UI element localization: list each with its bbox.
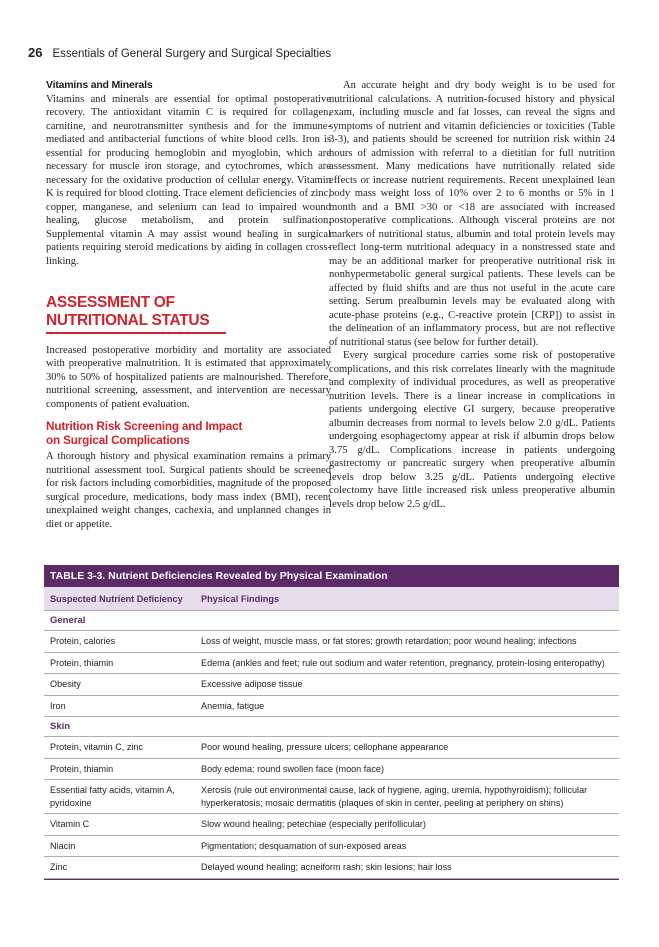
nutrient-cell: Protein, thiamin	[50, 763, 114, 774]
finding-cell: Body edema; round swollen face (moon face)	[201, 763, 384, 774]
nutrient-table	[44, 565, 619, 881]
section-title-line2: NUTRITIONAL STATUS	[46, 312, 210, 329]
subsection-title-line1: Nutrition Risk Screening and Impact	[46, 419, 243, 433]
table-row	[44, 737, 619, 759]
nutrient-cell: Vitamin C	[50, 819, 90, 829]
finding-cell: Excessive adipose tissue	[201, 679, 303, 689]
left-column	[46, 79, 331, 531]
right-column	[329, 79, 615, 511]
table-row	[44, 653, 619, 675]
table-row	[44, 674, 619, 696]
nutrient-cell: Zinc	[50, 862, 68, 872]
table-bottom-rule	[44, 879, 619, 881]
running-title: Essentials of General Surgery and Surgical Specialties	[52, 48, 332, 60]
vitamins-heading: Vitamins and Minerals	[46, 79, 153, 91]
assessment-paragraph: Increased postoperative morbidity and mortality are associated with preoperative malnutrition. It is estimated that approximately 30% to 50% of hospitalized patients are malnourished. Therefore, nutritional screening, assessment, and intervention are necessary components of patient evaluation.	[46, 344, 331, 410]
finding-cell: Loss of weight, muscle mass, or fat stores; growth retardation; poor wound healing; infections	[201, 636, 577, 646]
right-paragraph-2: Every surgical procedure carries some risk of postoperative complications, and this risk correlates linearly with the magnitude and complexity of individual procedures, as well as preoperative nutrition levels. There is a linear increase in complications in patients undergoing elective GI surgery, because preoperative albumin decreases from normal to levels below 2.0 g/dL. Patients undergoing esophagectomy appear at risk if albumin drops below 3.75 g/dL. Complications increase in patients undergoing gastrectomy or pancreatic surgery when preoperative albumin levels drop below 3.25 g/dL. Patients undergoing elective colectomy have little increased risk unless preoperative albumin levels drop below 2.5 g/dL.	[329, 350, 615, 510]
subsection-title-line2: on Surgical Complications	[46, 433, 190, 447]
table-row	[44, 696, 619, 718]
table-row	[44, 857, 619, 879]
table-title: TABLE 3-3. Nutrient Deficiencies Revealed by Physical Examination	[44, 565, 619, 587]
group-header-skin: Skin	[44, 717, 619, 737]
table-row	[44, 780, 619, 814]
finding-cell: Edema (ankles and feet; rule out sodium and water retention, pregnancy, protein-losing enteropathy)	[201, 657, 605, 668]
nutrient-cell: Protein, vitamin C, zinc	[50, 742, 143, 752]
nutrient-cell: Protein, calories	[50, 636, 116, 646]
vitamins-paragraph: Vitamins and minerals are essential for optimal postoperative recovery. The antioxidant vitamin C is required for collagen, carnitine, and neurotransmitter synthesis and for the immune-mediated and antibacterial functions of white blood cells. Iron is essential for producing hemoglobin and myoglobin, which are necessary for muscle iron storage, and cytochromes, which are necessary for the oxidative production of cellular energy. Vitamin K is required for blood clotting. Trace element deficiencies of zinc, copper, manganese, and selenium can lead to impaired wound healing, glucose metabolism, and protein sulfination. Supplemental vitamin A may assist wound healing in surgical patients requiring steroid medications by aiding in collagen cross-linking.	[46, 93, 331, 267]
screening-paragraph: A thorough history and physical examination remains a primary nutritional assessment tool. Surgical patients should be screened for risk factors including comorbidities, magnitude of the proposed surgical procedure, medications, body mass index (BMI), recent unexplained weight changes, cachexia, and unplanned changes in diet or appetite.	[46, 451, 331, 530]
table-row	[44, 631, 619, 653]
finding-cell: Pigmentation; desquamation of sun-exposed areas	[201, 840, 407, 851]
table-header-row	[44, 587, 619, 611]
section-rule	[46, 332, 226, 334]
group-header-general: General	[44, 611, 619, 631]
nutrient-cell: Obesity	[50, 679, 81, 689]
table-row	[44, 759, 619, 781]
right-paragraph-1: An accurate height and dry body weight is to be used for nutritional calculations. A nutrition-focused history and physical exam, including muscle and fat losses, can reveal the signs and symptoms of nutrient and vitamin deficiencies or toxicities (Table 3-3), and patients should be screened for nutrition risk within 24 hours of admission with referral to a dietitian for full nutrition assessment. Many medications have nutritionally related side effects or increase nutrient requirements. Recent unexplained lean body mass weight loss of 10% over 2 to 6 months or 5% in 1 month and a BMI >30 or <18 are associated with increased postoperative complications. Although visceral proteins are not markers of nutritional status, albumin and total protein levels may reflect long-term nutritional adequacy in a nonstressed state and may be an additional marker for preoperative nutritional risk in nonhypermetabolic general surgical patients. These levels can be affected by fluid shifts and are thus not useful in the acute care setting. Serum prealbumin levels may be evaluated along with acute-phase proteins (e.g., C-reactive protein [CRP]) to assist in the delineation of an inflammatory process, but are not reflective of nutritional status (see below for further detail).	[329, 80, 615, 348]
finding-cell: Slow wound healing; petechiae (especially perifollicular)	[201, 819, 426, 829]
column-header-nutrient: Suspected Nutrient Deficiency	[50, 593, 183, 604]
section-title	[46, 294, 331, 330]
finding-cell: Xerosis (rule out environmental cause, lack of hygiene, aging, uremia, hypothyroidism); follicular hyperkeratosis; mosaic dermatitis (plaques of skin in center, peeling at periphery on shins)	[201, 785, 588, 808]
nutrient-cell: Essential fatty acids, vitamin A, pyridoxine	[50, 785, 175, 808]
table-row	[44, 814, 619, 836]
table-row	[44, 836, 619, 858]
column-header-findings: Physical Findings	[201, 593, 280, 604]
finding-cell: Anemia, fatigue	[201, 700, 265, 711]
nutrient-cell: Protein, thiamin	[50, 657, 114, 668]
section-title-line1: ASSESSMENT OF	[46, 294, 175, 311]
nutrient-cell: Niacin	[50, 840, 76, 851]
page-number: 26	[28, 45, 43, 60]
finding-cell: Delayed wound healing; acneiform rash; skin lesions; hair loss	[201, 862, 452, 872]
nutrient-cell: Iron	[50, 700, 66, 711]
page-header	[28, 44, 638, 60]
finding-cell: Poor wound healing, pressure ulcers; cellophane appearance	[201, 742, 449, 752]
subsection-title	[46, 419, 331, 447]
